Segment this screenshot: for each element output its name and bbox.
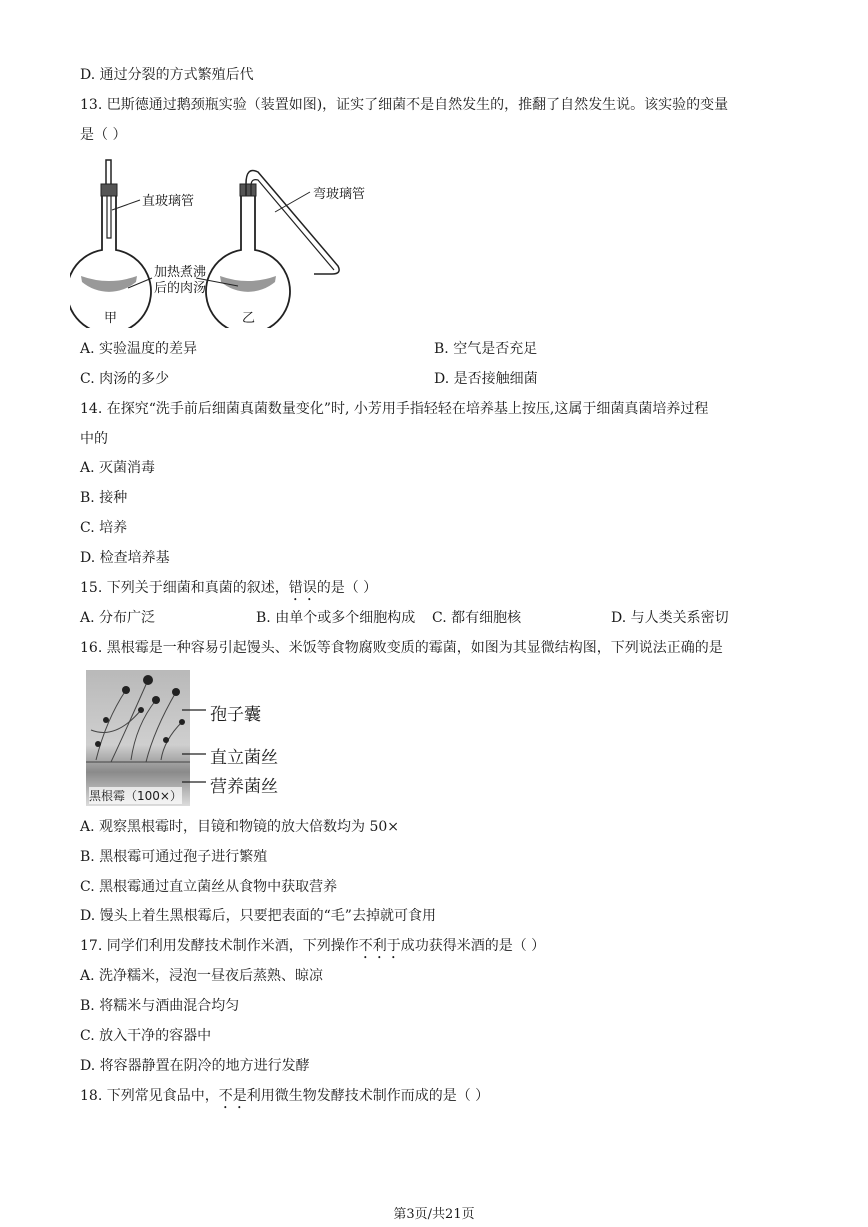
q15-stem-pre: 15. 下列关于细菌和真菌的叙述， bbox=[80, 580, 289, 596]
swan-neck-flask-figure bbox=[70, 158, 400, 328]
q13-stem-line1: 13. 巴斯德通过鹅颈瓶实验（装置如图)，证实了细菌不是自然发生的，推翻了自然发生说。该实验的变量 bbox=[80, 97, 729, 113]
q17-option-d: D. 将容器静置在阴冷的地方进行发酵 bbox=[80, 1058, 310, 1074]
q14-stem-line1: 14. 在探究“洗手前后细菌真菌数量变化”时, 小芳用手指轻轻在培养基上按压,这属于细菌真菌培养过程 bbox=[80, 401, 709, 417]
q15-option-b: B. 由单个或多个细胞构成 bbox=[256, 610, 416, 626]
q15-option-c: C. 都有细胞核 bbox=[432, 610, 522, 626]
q17-stem-post: 成功获得米酒的是（ ） bbox=[400, 938, 546, 954]
page-number: 第3页/共21页 bbox=[393, 1207, 475, 1222]
q14-option-c: C. 培养 bbox=[80, 520, 128, 536]
label-broth-line2: 后的肉汤 bbox=[154, 281, 207, 296]
label-erect-hyphae: 直立菌丝 bbox=[210, 748, 278, 768]
q14-stem-line2: 中的 bbox=[80, 431, 108, 447]
label-straight-tube: 直玻璃管 bbox=[142, 194, 195, 209]
q14-option-d: D. 检查培养基 bbox=[80, 550, 170, 566]
q18-stem-post: 利用微生物发酵技术制作而成的是（ ） bbox=[246, 1088, 490, 1104]
micrograph-image bbox=[86, 670, 190, 806]
flask-jia bbox=[70, 160, 151, 328]
q13-option-b: B. 空气是否充足 bbox=[434, 341, 538, 357]
micrograph-caption: 黑根霉（100×） bbox=[89, 789, 182, 803]
rhizopus-micrograph-figure bbox=[86, 670, 286, 806]
q14-option-b: B. 接种 bbox=[80, 490, 128, 506]
q15-stem bbox=[80, 578, 377, 604]
q18-stem-pre: 18. 下列常见食品中， bbox=[80, 1088, 219, 1104]
label-nutrient-hyphae: 营养菌丝 bbox=[210, 777, 278, 797]
q17-stem-pre: 17. 同学们利用发酵技术制作米酒，下列操作 bbox=[80, 938, 359, 954]
q17-option-a: A. 洗净糯米，浸泡一昼夜后蒸熟、晾凉 bbox=[80, 968, 324, 984]
q14-option-a: A. 灭菌消毒 bbox=[80, 460, 156, 476]
label-yi: 乙 bbox=[242, 311, 256, 326]
q13-option-c: C. 肉汤的多少 bbox=[80, 371, 170, 387]
q15-option-d: D. 与人类关系密切 bbox=[611, 610, 729, 626]
q17-stem bbox=[80, 936, 545, 962]
q15-stem-emphasis: 错误 bbox=[288, 580, 317, 596]
q15-option-a: A. 分布广泛 bbox=[80, 610, 156, 626]
q13-option-d: D. 是否接触细菌 bbox=[434, 371, 538, 387]
q17-option-c: C. 放入干净的容器中 bbox=[80, 1028, 212, 1044]
label-broth-line1: 加热煮沸 bbox=[154, 265, 207, 280]
q16-option-b: B. 黑根霉可通过孢子进行繁殖 bbox=[80, 849, 268, 865]
label-bent-tube: 弯玻璃管 bbox=[313, 187, 366, 202]
q12-option-d: D. 通过分裂的方式繁殖后代 bbox=[80, 67, 254, 83]
label-jia: 甲 bbox=[104, 311, 118, 326]
q13-option-a: A. 实验温度的差异 bbox=[80, 341, 198, 357]
q16-option-c: C. 黑根霉通过直立菌丝从食物中获取营养 bbox=[80, 879, 338, 895]
label-sporangium: 孢子囊 bbox=[210, 705, 261, 725]
q17-stem-emphasis: 不利于 bbox=[358, 938, 401, 954]
q13-stem-line2: 是（ ） bbox=[80, 127, 127, 143]
q15-stem-post: 的是（ ） bbox=[316, 580, 378, 596]
q16-option-a: A. 观察黑根霉时，目镜和物镜的放大倍数均为 50× bbox=[80, 819, 400, 835]
q16-option-d: D. 馒头上着生黑根霉后，只要把表面的“毛”去掉就可食用 bbox=[80, 908, 436, 924]
q17-option-b: B. 将糯米与酒曲混合均匀 bbox=[80, 998, 240, 1014]
q16-stem: 16. 黑根霉是一种容易引起馒头、米饭等食物腐败变质的霉菌，如图为其显微结构图，下列说法正确的是 bbox=[80, 640, 723, 656]
q18-stem-emphasis: 不是 bbox=[218, 1088, 247, 1104]
q18-stem bbox=[80, 1086, 489, 1112]
